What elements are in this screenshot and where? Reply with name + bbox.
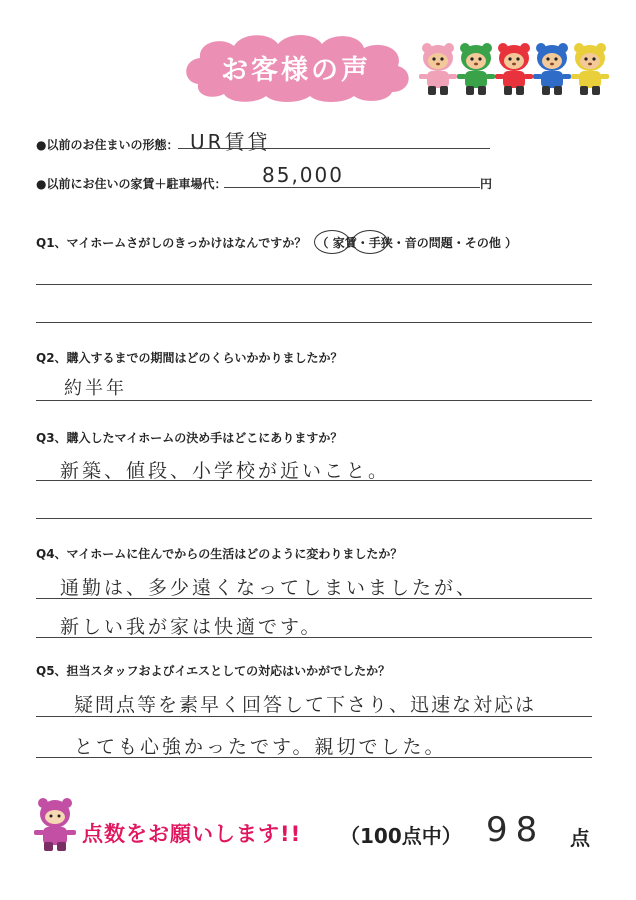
mascot-group-illustration	[418, 38, 618, 100]
question-1-options: （ 家賃・手狭・音の問題・その他 ）	[316, 236, 518, 250]
question-5-answer-line-2: とても心強かったです。親切でした。	[74, 736, 447, 758]
option-noise: 音の問題	[404, 236, 453, 250]
question-4-answer-line-2: 新しい我が家は快適です。	[60, 616, 323, 638]
option-cramped: 手狭	[368, 236, 393, 250]
score-unit: 点	[570, 826, 590, 850]
answer-line	[36, 716, 592, 717]
option-other: その他	[464, 236, 501, 250]
ninja-mascot-illustration	[30, 794, 80, 856]
circle-mark-rent	[314, 230, 350, 254]
previous-home-line	[178, 148, 490, 149]
option-rent: 家賃	[332, 236, 357, 250]
previous-rent-label: ●以前にお住いの家賃＋駐車場代：	[36, 177, 227, 191]
question-5-answer-line-1: 疑問点等を素早く回答して下さり、迅速な対応は	[74, 694, 537, 716]
score-value: 98	[486, 810, 546, 850]
answer-line	[36, 518, 592, 519]
question-4-answer-line-1: 通勤は、多少遠くなってしまいましたが、	[60, 577, 479, 599]
question-3-label: Q3、購入したマイホームの決め手はどこにありますか？	[36, 431, 343, 445]
pink-bear-mascot	[419, 43, 457, 95]
options-close-paren: ）	[505, 236, 518, 250]
question-2-label: Q2、購入するまでの期間はどのくらいかかりましたか？	[36, 351, 343, 365]
previous-home-value: UR賃貸	[190, 130, 271, 154]
previous-rent-unit: 円	[480, 177, 493, 191]
question-1	[36, 234, 517, 251]
answer-line	[36, 480, 592, 481]
page-title: お客様の声	[221, 55, 371, 86]
previous-home-label: ●以前のお住まいの形態：	[36, 138, 179, 152]
answer-line	[36, 322, 592, 323]
answer-line	[36, 400, 592, 401]
question-2-answer: 約半年	[64, 378, 127, 399]
answer-line	[36, 284, 592, 285]
score-prompt: 点数をお願いします!!	[82, 822, 302, 846]
previous-rent-line	[224, 187, 480, 188]
green-bear-mascot	[457, 43, 495, 95]
options-open-paren: （	[316, 236, 329, 250]
question-3-answer: 新築、値段、小学校が近いこと。	[60, 460, 391, 482]
answer-line	[36, 757, 592, 758]
question-1-label: Q1、マイホームさがしのきっかけはなんですか？	[36, 236, 307, 250]
blue-bear-mascot	[533, 43, 571, 95]
answer-line	[36, 598, 592, 599]
question-5-label: Q5、担当スタッフおよびイエスとしての対応はいかがでしたか？	[36, 664, 391, 678]
previous-rent-value: 85,000	[262, 163, 344, 187]
answer-line	[36, 637, 592, 638]
circle-mark-cramped	[352, 230, 388, 254]
red-bear-mascot	[495, 43, 533, 95]
yellow-bear-mascot	[571, 43, 609, 95]
question-4-label: Q4、マイホームに住んでからの生活はどのように変わりましたか？	[36, 547, 403, 561]
score-max: （100点中）	[340, 824, 462, 848]
